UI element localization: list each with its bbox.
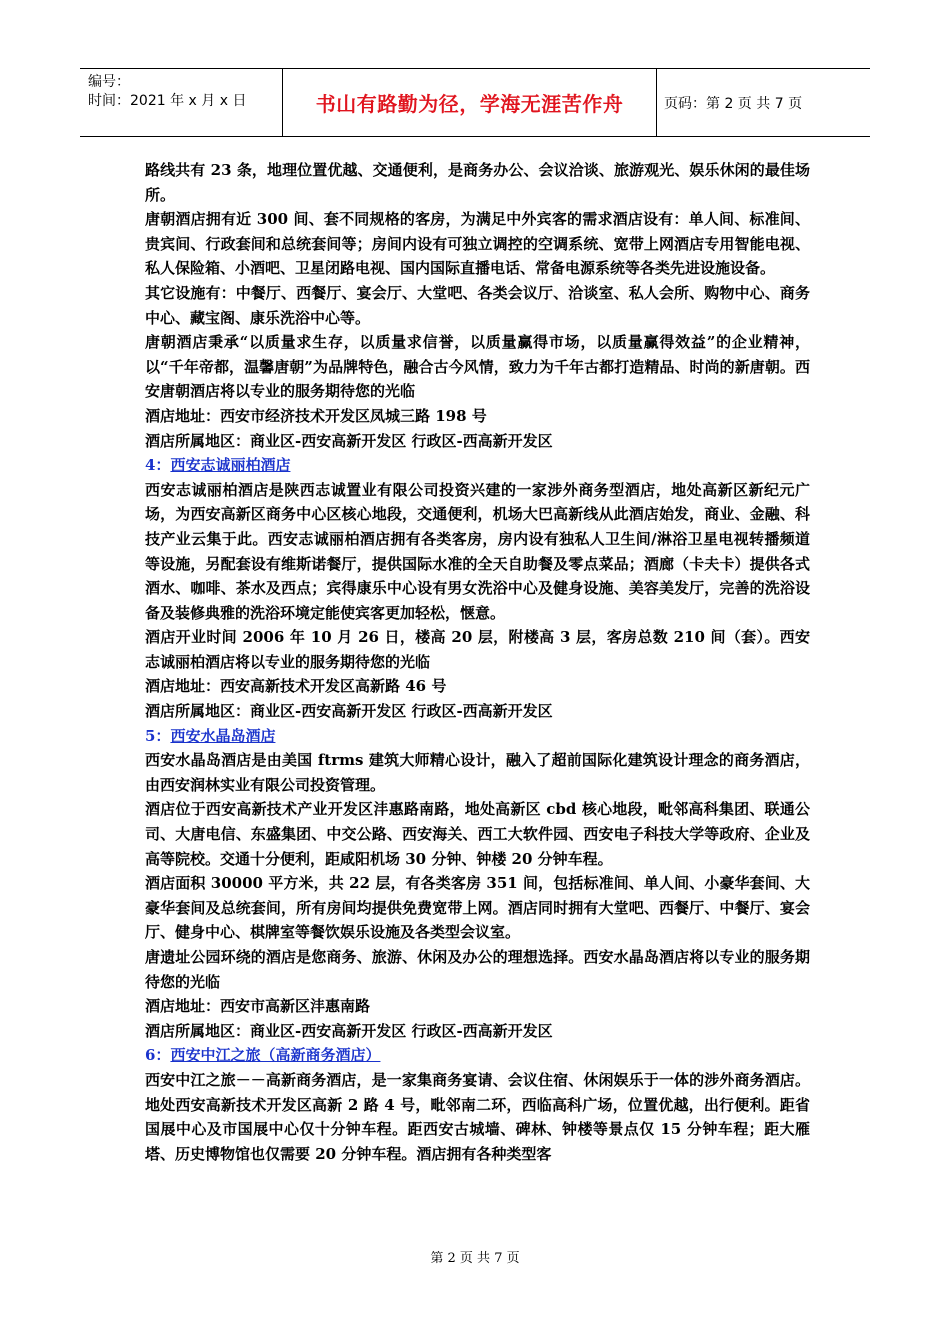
- header-meta: [80, 69, 282, 136]
- doc-date-label: 时间：2021 年 x 月 x 日: [88, 93, 247, 109]
- body-paragraph: 唐朝酒店拥有近 300 间、套不同规格的客房，为满足中外宾客的需求酒店设有：单人间、标准间、贵宾间、行政套间和总统套间等；房间内设有可独立调控的空调系统、宽带上网酒店专用智能电视、私人保险箱、小酒吧、卫星闭路电视、国内国际直播电话、常备电源系统等各类先进设施设备。: [145, 210, 810, 278]
- body-paragraph: 西安中江之旅－－高新商务酒店，是一家集商务宴请、会议住宿、休闲娱乐于一体的涉外商务酒店。地处西安高新技术开发区高新 2 路 4 号，毗邻南二环，西临高科广场，位置优越，出行便利。距省国展中心及市国展中心仅十分钟车程。距西安古城墙、碑林、钟楼等景点仅 15 分钟车程；距大雁塔、历史博物馆也仅需要 20 分钟车程。酒店拥有各种类型客: [145, 1070, 810, 1163]
- hotel-district: 酒店所属地区：商业区-西安高新开发区 行政区-西高新开发区: [145, 702, 553, 721]
- hotel-link-zhongjiang[interactable]: 西安中江之旅（高新商务酒店）: [170, 1046, 381, 1065]
- section-number: 4：: [145, 456, 171, 475]
- hotel-district: 酒店所属地区：商业区-西安高新开发区 行政区-西高新开发区: [145, 431, 553, 450]
- body-paragraph: 酒店开业时间 2006 年 10 月 26 日，楼高 20 层，附楼高 3 层，客房总数 210 间（套）。西安志诚丽柏酒店将以专业的服务期待您的光临: [145, 628, 810, 671]
- header-page-info: 页码：第 2 页 共 7 页: [664, 95, 803, 112]
- header-motto-cell: [282, 69, 657, 136]
- section-number: 5：: [145, 726, 171, 745]
- body-paragraph: 路线共有 23 条，地理位置优越、交通便利，是商务办公、会议洽谈、旅游观光、娱乐休闲的最佳场所。: [145, 161, 810, 204]
- body-paragraph: 唐遗址公园环绕的酒店是您商务、旅游、休闲及办公的理想选择。西安水晶岛酒店将以专业的服务期待您的光临: [145, 948, 810, 991]
- body-paragraph: 酒店面积 30000 平方米，共 22 层，有各类客房 351 间，包括标准间、单人间、小豪华套间、大豪华套间及总统套间，所有房间均提供免费宽带上网。酒店同时拥有大堂吧、西餐厅、中餐厅、宴会厅、健身中心、棋牌室等餐饮娱乐设施及各类型会议室。: [145, 874, 810, 942]
- body-paragraph: 西安志诚丽柏酒店是陕西志诚置业有限公司投资兴建的一家涉外商务型酒店，地处高新区新纪元广场，为西安高新区商务中心区核心地段，交通便利，机场大巴高新线从此酒店始发，商业、金融、科技产业云集于此。西安志诚丽柏酒店拥有各类客房，房内设有独私人卫生间/淋浴卫星电视转播频道等设施，另配套设有维斯诺餐厅，提供国际水准的全天自助餐及零点菜品；酒廊（卡夫卡）提供各式酒水、咖啡、茶水及西点；宾得康乐中心设有男女洗浴中心及健身设施、美容美发厅，完善的洗浴设备及装修典雅的洗浴环境定能使宾客更加轻松，惬意。: [145, 480, 810, 622]
- hotel-link-zhicheng-libai[interactable]: 西安志诚丽柏酒店: [170, 456, 291, 475]
- document-body: [145, 158, 810, 1166]
- hotel-address: 酒店地址：西安高新技术开发区高新路 46 号: [145, 677, 447, 696]
- section-number: 6：: [145, 1046, 171, 1065]
- body-paragraph: 唐朝酒店秉承“以质量求生存，以质量求信誉，以质量赢得市场，以质量赢得效益”的企业精神，以“千年帝都，温馨唐朝”为品牌特色，融合古今风情，致力为千年古都打造精品、时尚的新唐朝。西安唐朝酒店将以专业的服务期待您的光临: [145, 333, 810, 401]
- header-motto: 书山有路勤为径，学海无涯苦作舟: [315, 92, 624, 116]
- hotel-address: 酒店地址：西安市经济技术开发区凤城三路 198 号: [145, 406, 487, 425]
- section-heading: [145, 1043, 810, 1068]
- page-header: [80, 68, 870, 137]
- body-paragraph: 其它设施有：中餐厅、西餐厅、宴会厅、大堂吧、各类会议厅、洽谈室、私人会所、购物中心、商务中心、藏宝阁、康乐洗浴中心等。: [145, 283, 810, 327]
- body-paragraph: 酒店位于西安高新技术产业开发区沣惠路南路，地处高新区 cbd 核心地段，毗邻高科集团、联通公司、大唐电信、东盛集团、中交公路、西安海关、西工大软件园、西安电子科技大学等政府、企业及高等院校。交通十分便利，距咸阳机场 30 分钟、钟楼 20 分钟车程。: [145, 800, 810, 868]
- hotel-address: 酒店地址：西安市高新区沣惠南路: [145, 997, 371, 1016]
- hotel-district: 酒店所属地区：商业区-西安高新开发区 行政区-西高新开发区: [145, 1021, 553, 1040]
- doc-code-label: 编号：: [88, 74, 130, 90]
- hotel-link-crystal-island[interactable]: 西安水晶岛酒店: [170, 726, 276, 745]
- body-paragraph: 西安水晶岛酒店是由美国 ftrms 建筑大师精心设计，融入了超前国际化建筑设计理念的商务酒店，由西安润林实业有限公司投资管理。: [145, 751, 810, 794]
- page-footer: 第 2 页 共 7 页: [430, 1251, 520, 1266]
- section-heading: [145, 724, 810, 749]
- section-heading: [145, 453, 810, 478]
